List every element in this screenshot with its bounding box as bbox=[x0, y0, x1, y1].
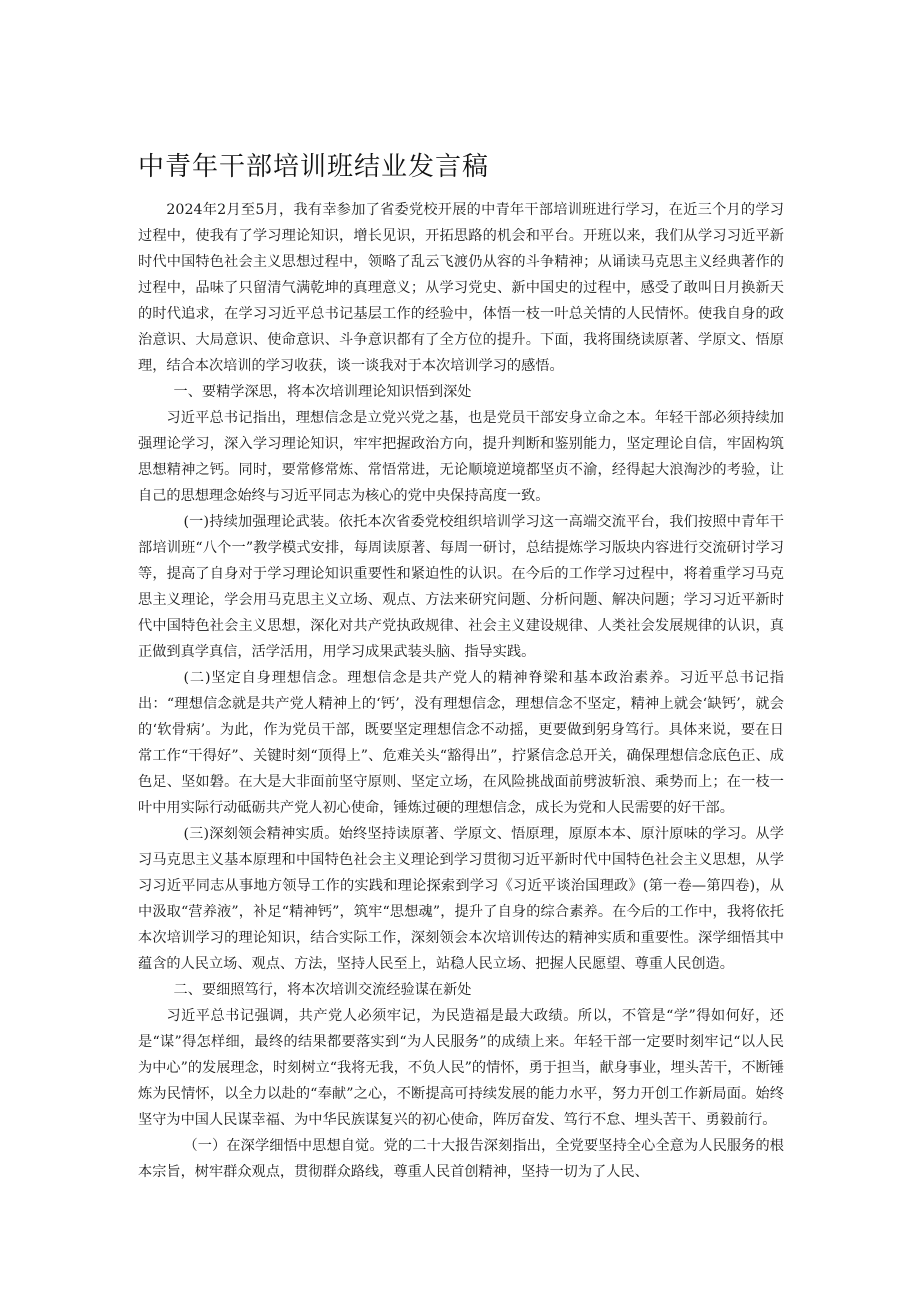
document-body bbox=[138, 197, 784, 1185]
section-heading-2: 二、要细照笃行，将本次培训交流经验谋在新处 bbox=[173, 982, 472, 998]
document-title: 中青年干部培训班结业发言稿 bbox=[138, 152, 490, 182]
section-1-point-2: (二)坚定自身理想信念。理想信念是共产党人的精神脊梁和基本政治素养。习近平总书记指出：“理想信念就是共产党人精神上的‘钙’，没有理想信念，理想信念不坚定，精神上就会‘缺钙’，就会的‘软骨病’。为此，作为党员干部，既要坚定理想信念不动摇，更要做到躬身笃行。具体来说，要在日常工作“干得好”、关键时刻“顶得上”、危难关头“豁得出”，拧紧信念总开关，确保理想信念底色正、成色足、坚如磐。在大是大非面前坚守原则、坚定立场，在风险挑战面前劈波斩浪、乘势而上；在一枝一叶中用实际行动砥砺共产党人初心使命，锤炼过硬的理想信念，成长为党和人民需要的好干部。 bbox=[138, 670, 784, 816]
section-2-point-1: （一）在深学细悟中思想自觉。党的二十大报告深刻指出，全党要坚持全心全意为人民服务的根本宗旨，树牢群众观点，贯彻群众路线，尊重人民首创精神，坚持一切为了人民、 bbox=[138, 1138, 784, 1180]
section-1-point-1: (一)持续加强理论武装。依托本次省委党校组织培训学习这一高端交流平台，我们按照中青年干部培训班“八个一”教学模式安排，每周读原著、每周一研讨，总结提炼学习版块内容进行交流研讨学习等，提高了自身对于学习理论知识重要性和紧迫性的认识。在今后的工作学习过程中，将着重学习马克思主义理论，学会用马克思主义立场、观点、方法来研究问题、分析问题、解决问题；学习习近平新时代中国特色社会主义思想，深化对共产党执政规律、社会主义建设规律、人类社会发展规律的认识，真正做到真学真信，活学活用，用学习成果武装头脑、指导实践。 bbox=[138, 514, 784, 660]
section-heading-1: 一、要精学深思，将本次培训理论知识悟到深处 bbox=[173, 384, 472, 400]
section-1-point-3: (三)深刻领会精神实质。始终坚持读原著、学原文、悟原理，原原本本、原汁原味的学习。从学习马克思主义基本原理和中国特色社会主义理论到学习贯彻习近平新时代中国特色社会主义思想，从学习习近平同志从事地方领导工作的实践和理论探索到学习《习近平谈治国理政》(第一卷—第四卷)，从中汲取“营养液”，补足“精神钙”，筑牢“思想魂”，提升了自身的综合素养。在今后的工作中，我将依托本次培训学习的理论知识，结合实际工作，深刻领会本次培训传达的精神实质和重要性。深学细悟其中蕴含的人民立场、观点、方法，坚持人民至上，站稳人民立场、把握人民愿望、尊重人民创造。 bbox=[138, 826, 784, 972]
section-1-intro-paragraph: 习近平总书记指出，理想信念是立党兴党之基，也是党员干部安身立命之本。年轻干部必须持续加强理论学习，深入学习理论知识，牢牢把握政治方向，提升判断和鉴别能力，坚定理论自信，牢固构筑思想精神之钙。同时，要常修常炼、常悟常进，无论顺境逆境都坚贞不渝，经得起大浪淘沙的考验，让自己的思想理念始终与习近平同志为核心的党中央保持高度一致。 bbox=[138, 410, 784, 504]
intro-paragraph: 2024年2月至5月，我有幸参加了省委党校开展的中青年干部培训班进行学习，在近三个月的学习过程中，使我有了学习理论知识，增长见识，开拓思路的机会和平台。开班以来，我们从学习习近平新时代中国特色社会主义思想过程中，领略了乱云飞渡仍从容的斗争精神；从诵读马克思主义经典著作的过程中，品味了只留清气满乾坤的真理意义；从学习党史、新中国史的过程中，感受了敢叫日月换新天的时代追求，在学习习近平总书记基层工作的经验中，体悟一枝一叶总关情的人民情怀。使我自身的政治意识、大局意识、使命意识、斗争意识都有了全方位的提升。下面，我将围绕读原著、学原文、悟原理，结合本次培训的学习收获，谈一谈我对于本次培训学习的感悟。 bbox=[138, 202, 784, 374]
section-2-intro-paragraph: 习近平总书记强调，共产党人必须牢记，为民造福是最大政绩。所以，不管是“学”得如何好，还是“谋”得怎样细，最终的结果都要落实到“为人民服务”的成绩上来。年轻干部一定要时刻牢记“以人民为中心”的发展理念，时刻树立“我将无我，不负人民”的情怀，勇于担当，献身事业，埋头苦干，不断锤炼为民情怀，以全力以赴的“奉献”之心，不断提高可持续发展的能力水平，努力开创工作新局面。始终坚守为中国人民谋幸福、为中华民族谋复兴的初心使命，阵厉奋发、笃行不怠、埋头苦干、勇毅前行。 bbox=[138, 1008, 785, 1128]
